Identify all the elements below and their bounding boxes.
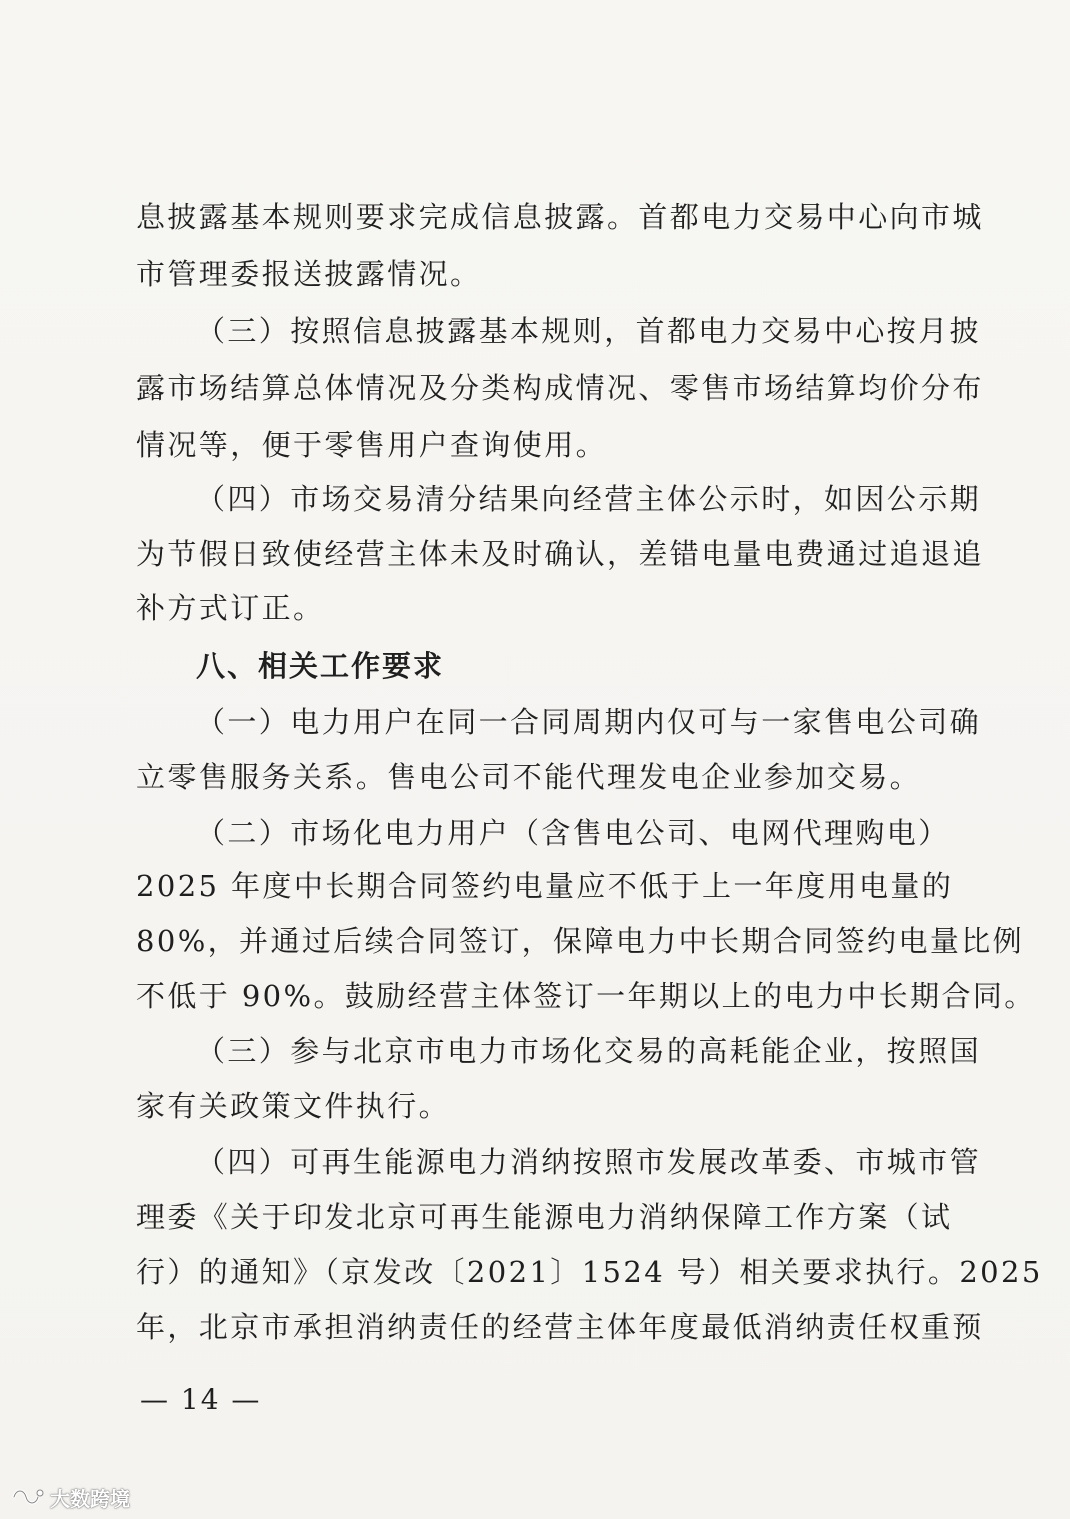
text-line: 为节假日致使经营主体未及时确认，差错电量电费通过追退追 (136, 537, 984, 571)
text-line: 2025 年度中长期合同签约电量应不低于上一年度用电量的 (136, 869, 954, 903)
text-line: （一）电力用户在同一合同周期内仅可与一家售电公司确 (196, 705, 982, 739)
text-line: 不低于 90%。鼓励经营主体签订一年期以上的电力中长期合同。 (136, 979, 1036, 1013)
sound-wave-logo-icon (10, 1485, 44, 1509)
page-number: — 14 — (140, 1383, 262, 1416)
text-line: （三）按照信息披露基本规则，首都电力交易中心按月披 (196, 314, 982, 348)
watermark (10, 1482, 130, 1512)
text-line: （三）参与北京市电力市场化交易的高耗能企业，按照国 (196, 1034, 982, 1068)
text-line: 情况等，便于零售用户查询使用。 (136, 428, 608, 462)
text-line: 家有关政策文件执行。 (136, 1089, 451, 1123)
text-line: （二）市场化电力用户（含售电公司、电网代理购电） (196, 816, 950, 850)
watermark-text: 大数跨境 (50, 1486, 130, 1511)
text-line: 市管理委报送披露情况。 (136, 257, 482, 291)
text-line: 理委《关于印发北京可再生能源电力消纳保障工作方案（试 (136, 1200, 953, 1234)
section-heading: 八、相关工作要求 (196, 649, 445, 683)
text-line: 80%，并通过后续合同签订，保障电力中长期合同签约电量比例 (136, 924, 1025, 958)
text-line: 露市场结算总体情况及分类构成情况、零售市场结算均价分布 (136, 371, 984, 405)
text-line: 息披露基本规则要求完成信息披露。首都电力交易中心向市城 (136, 200, 984, 234)
text-line: （四）市场交易清分结果向经营主体公示时，如因公示期 (196, 482, 982, 516)
text-line: 行）的通知》（京发改〔2021〕1524 号）相关要求执行。2025 (136, 1255, 1043, 1289)
text-line: 年，北京市承担消纳责任的经营主体年度最低消纳责任权重预 (136, 1310, 984, 1344)
text-line: 立零售服务关系。售电公司不能代理发电企业参加交易。 (136, 760, 922, 794)
text-line: （四）可再生能源电力消纳按照市发展改革委、市城市管 (196, 1145, 982, 1179)
text-line: 补方式订正。 (136, 591, 325, 625)
